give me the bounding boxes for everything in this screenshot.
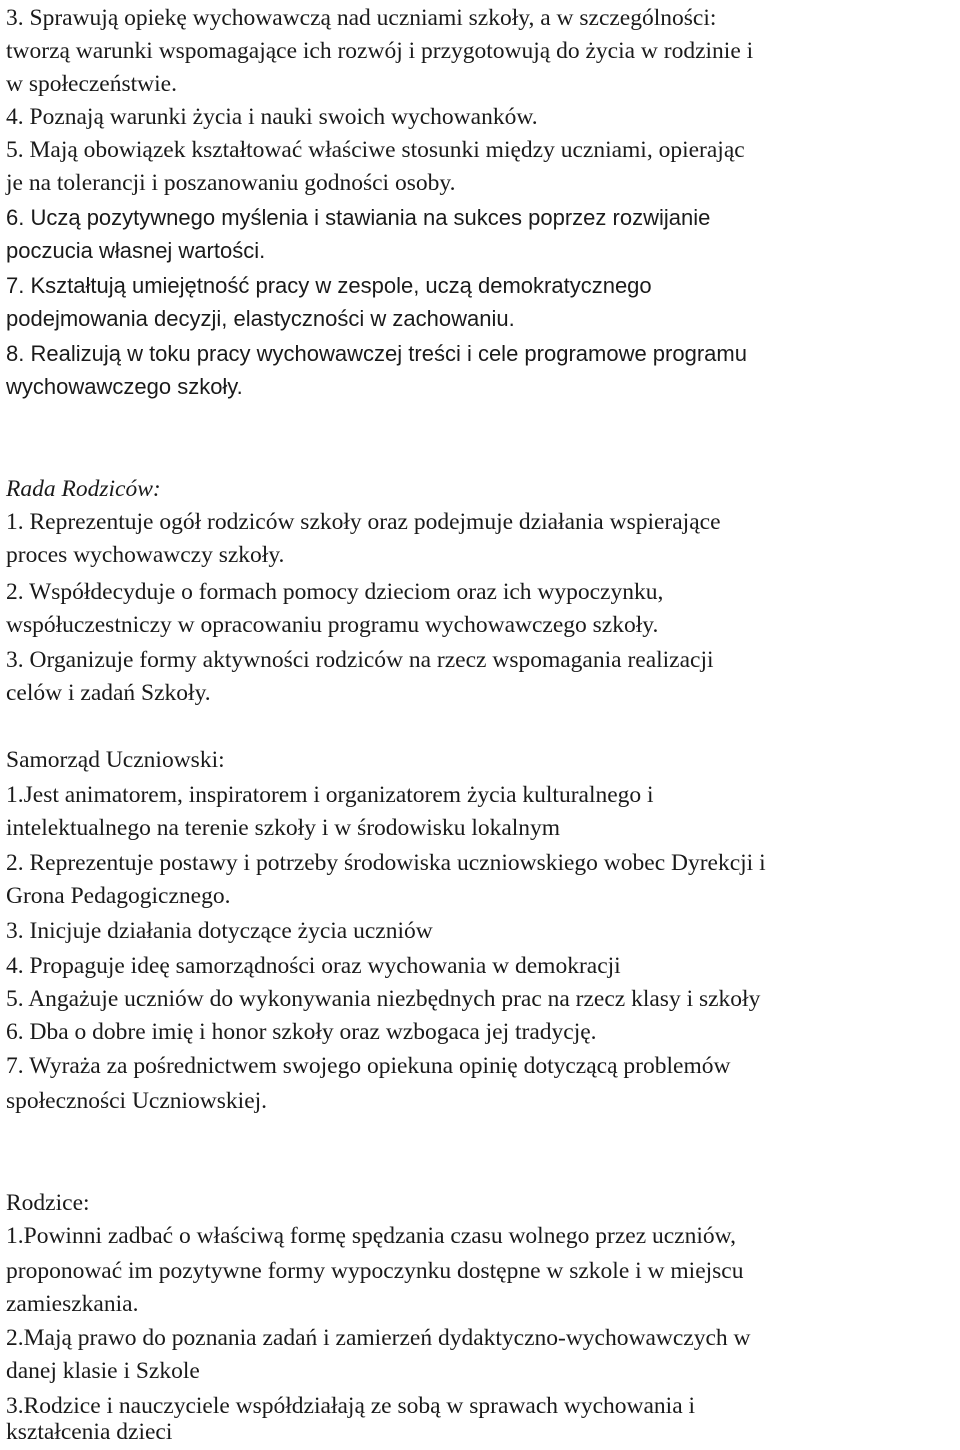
text-line: w społeczeństwie.: [6, 71, 177, 97]
text-line: społeczności Uczniowskiej.: [6, 1088, 268, 1114]
text-line: tworzą warunki wspomagające ich rozwój i przygotowują do życia w rodzinie i: [6, 38, 754, 64]
text-line: 1.Powinni zadbać o właściwą formę spędzania czasu wolnego przez uczniów,: [6, 1223, 736, 1249]
text-line: współuczestniczy w opracowaniu programu wychowawczego szkoły.: [6, 612, 659, 638]
text-line: intelektualnego na terenie szkoły i w środowisku lokalnym: [6, 815, 561, 841]
text-line: wychowawczego szkoły.: [6, 374, 243, 399]
text-line: Grona Pedagogicznego.: [6, 883, 231, 909]
text-line: poczucia własnej wartości.: [6, 238, 266, 263]
text-line: 2.Mają prawo do poznania zadań i zamierzeń dydaktyczno-wychowawczych w: [6, 1325, 751, 1351]
text-line: 2. Współdecyduje o formach pomocy dzieciom oraz ich wypoczynku,: [6, 579, 664, 605]
text-line: 1. Reprezentuje ogół rodziców szkoły oraz podejmuje działania wspierające: [6, 509, 721, 535]
text-line: 8. Realizują w toku pracy wychowawczej treści i cele programowe programu: [6, 341, 747, 366]
text-line: 5. Mają obowiązek kształtować właściwe stosunki między uczniami, opierając: [6, 137, 745, 163]
section-heading: Rada Rodziców:: [6, 476, 161, 502]
text-line: 3. Inicjuje działania dotyczące życia uczniów: [6, 918, 433, 944]
text-line: 3. Sprawują opiekę wychowawczą nad uczniami szkoły, a w szczególności:: [6, 5, 717, 31]
text-line: je na tolerancji i poszanowaniu godności osoby.: [6, 170, 456, 196]
text-line: podejmowania decyzji, elastyczności w zachowaniu.: [6, 306, 515, 331]
text-line: zamieszkania.: [6, 1291, 139, 1317]
text-line: 7. Kształtują umiejętność pracy w zespole, uczą demokratycznego: [6, 273, 652, 298]
text-line: danej klasie i Szkole: [6, 1358, 200, 1384]
text-line: proponować im pozytywne formy wypoczynku dostępne w szkole i w miejscu: [6, 1258, 744, 1284]
text-line: 2. Reprezentuje postawy i potrzeby środowiska uczniowskiego wobec Dyrekcji i: [6, 850, 766, 876]
text-line: 5. Angażuje uczniów do wykonywania niezbędnych prac na rzecz klasy i szkoły: [6, 986, 761, 1012]
text-line: 4. Propaguje ideę samorządności oraz wychowania w demokracji: [6, 953, 621, 979]
text-line: 4. Poznają warunki życia i nauki swoich wychowanków.: [6, 104, 538, 130]
text-line: 6. Uczą pozytywnego myślenia i stawiania na sukces poprzez rozwijanie: [6, 205, 711, 230]
text-line: celów i zadań Szkoły.: [6, 680, 211, 706]
text-line: proces wychowawczy szkoły.: [6, 542, 285, 568]
text-line: kształcenia dzieci: [6, 1419, 173, 1445]
text-line: 1.Jest animatorem, inspiratorem i organizatorem życia kulturalnego i: [6, 782, 654, 808]
text-line: 3.Rodzice i nauczyciele współdziałają ze sobą w sprawach wychowania i: [6, 1393, 696, 1419]
section-heading: Rodzice:: [6, 1190, 90, 1216]
text-line: 7. Wyraża za pośrednictwem swojego opiekuna opinię dotyczącą problemów: [6, 1053, 731, 1079]
text-line: 3. Organizuje formy aktywności rodziców na rzecz wspomagania realizacji: [6, 647, 714, 673]
text-line: 6. Dba o dobre imię i honor szkoły oraz wzbogaca jej tradycję.: [6, 1019, 597, 1045]
section-heading: Samorząd Uczniowski:: [6, 747, 225, 773]
